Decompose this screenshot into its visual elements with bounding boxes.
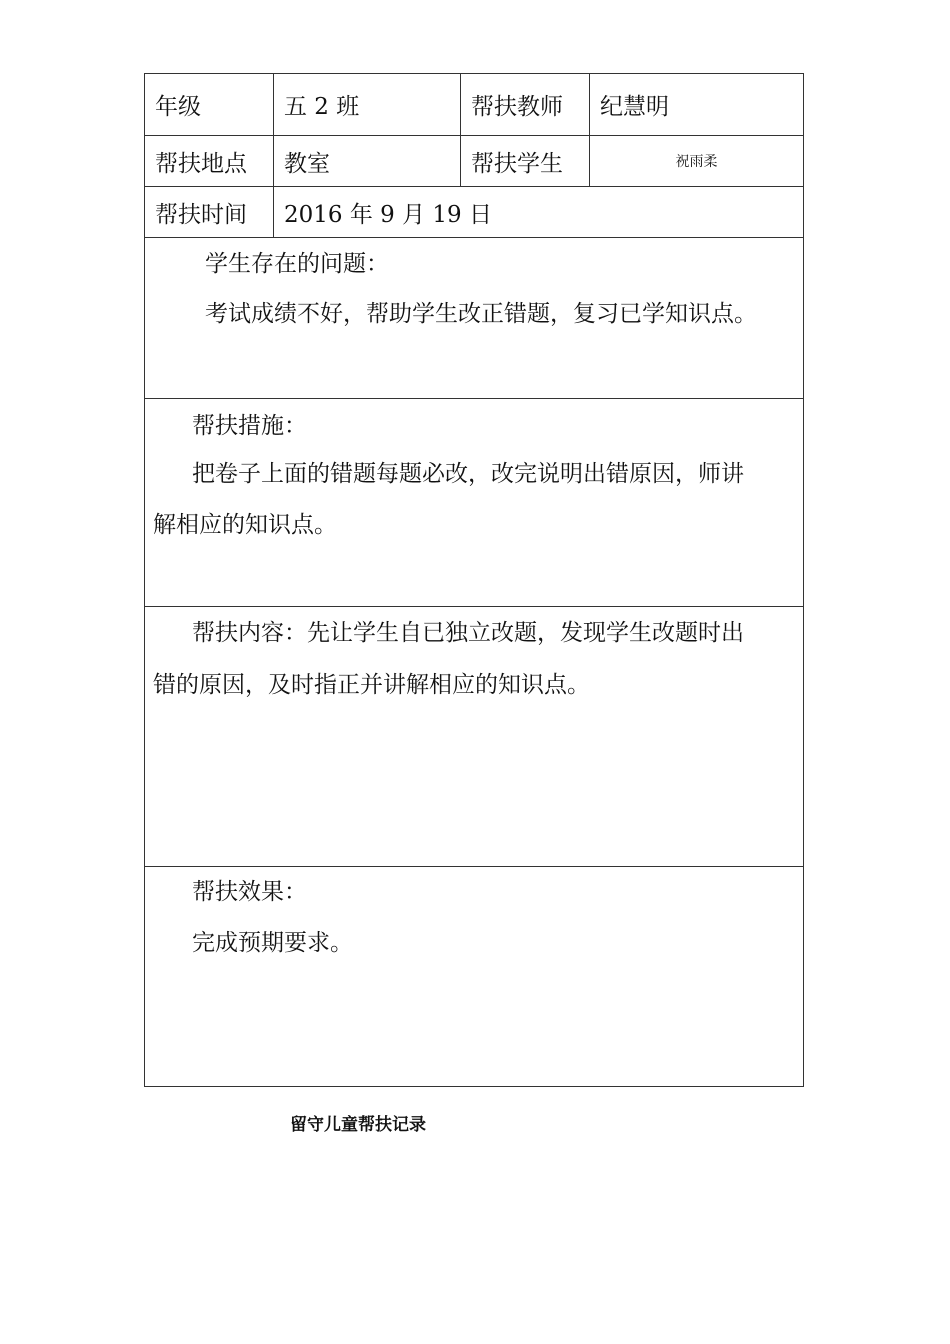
grade-label: 年级 (145, 74, 274, 135)
measures-heading: 帮扶措施： (192, 413, 307, 439)
content-line-2: 错的原因，及时指正并讲解相应的知识点。 (153, 672, 590, 698)
measures-line-2: 解相应的知识点。 (153, 512, 337, 538)
record-title: 留守儿童帮扶记录 (290, 1115, 426, 1135)
measures-line-1: 把卷子上面的错题每题必改，改完说明出错原因，师讲 (192, 461, 744, 487)
row-place-student (145, 136, 803, 187)
content-line-1: 帮扶内容：先让学生自已独立改题，发现学生改题时出 (192, 620, 744, 646)
section-content (145, 607, 803, 867)
section-problem (145, 238, 803, 399)
student-label: 帮扶学生 (461, 136, 590, 186)
problem-heading: 学生存在的问题： (205, 251, 389, 277)
place-value: 教室 (274, 136, 461, 186)
teacher-label: 帮扶教师 (461, 74, 590, 135)
section-effect (145, 867, 803, 1086)
effect-text: 完成预期要求。 (192, 930, 353, 956)
effect-heading: 帮扶效果： (192, 879, 307, 905)
student-value: 祝雨柔 (675, 154, 718, 170)
row-grade-teacher (145, 74, 803, 136)
row-time (145, 187, 803, 238)
time-value: 2016 年 9 月 19 日 (284, 201, 492, 228)
section-measures (145, 399, 803, 607)
grade-value: 五 2 班 (274, 74, 461, 135)
place-label: 帮扶地点 (145, 136, 274, 186)
assistance-record-form (144, 73, 804, 1087)
problem-text: 考试成绩不好，帮助学生改正错题，复习已学知识点。 (205, 301, 757, 327)
time-label: 帮扶时间 (145, 187, 274, 237)
teacher-value: 纪慧明 (600, 94, 669, 120)
